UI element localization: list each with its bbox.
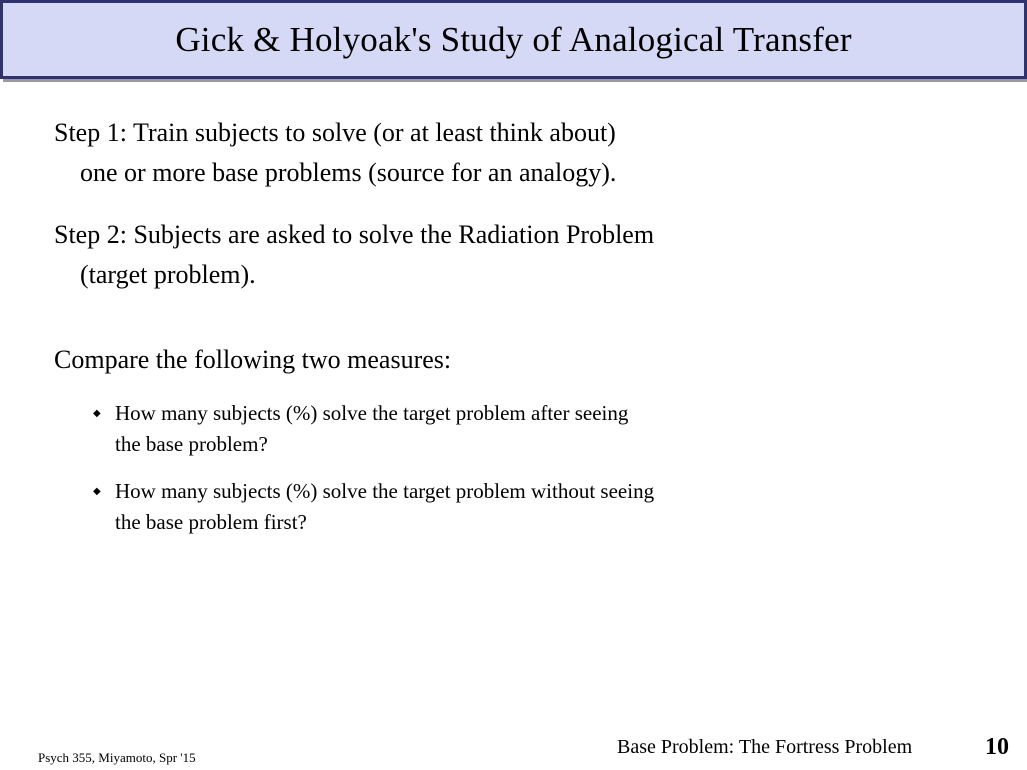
- slide-title: Gick & Holyoak's Study of Analogical Transfer: [175, 19, 852, 59]
- step-2: [54, 215, 654, 295]
- compare-heading: Compare the following two measures:: [54, 345, 452, 374]
- bullet-1-line-2: the base problem?: [115, 432, 268, 456]
- bullet-1-line-1: How many subjects (%) solve the target problem after seeing: [115, 401, 629, 425]
- title-bar: [0, 0, 1027, 79]
- page-number: 10: [985, 734, 1009, 760]
- footer-course: Psych 355, Miyamoto, Spr '15: [38, 750, 196, 765]
- step-1-line-2: one or more base problems (source for an analogy).: [80, 158, 617, 187]
- step-2-line-1: Step 2: Subjects are asked to solve the Radiation Problem: [54, 220, 655, 249]
- diamond-bullet-icon: ◆: [93, 486, 101, 497]
- diamond-bullet-icon: ◆: [93, 408, 101, 419]
- step-1-line-1: Step 1: Train subjects to solve (or at least think about): [54, 118, 616, 147]
- step-2-line-2: (target problem).: [80, 260, 256, 289]
- bullet-item: [93, 398, 628, 460]
- bullet-item: [93, 476, 654, 538]
- step-1: [54, 113, 616, 193]
- footer-caption: Base Problem: The Fortress Problem: [617, 736, 913, 758]
- bullet-2-line-2: the base problem first?: [115, 510, 307, 534]
- bullet-2-line-1: How many subjects (%) solve the target problem without seeing: [115, 479, 655, 503]
